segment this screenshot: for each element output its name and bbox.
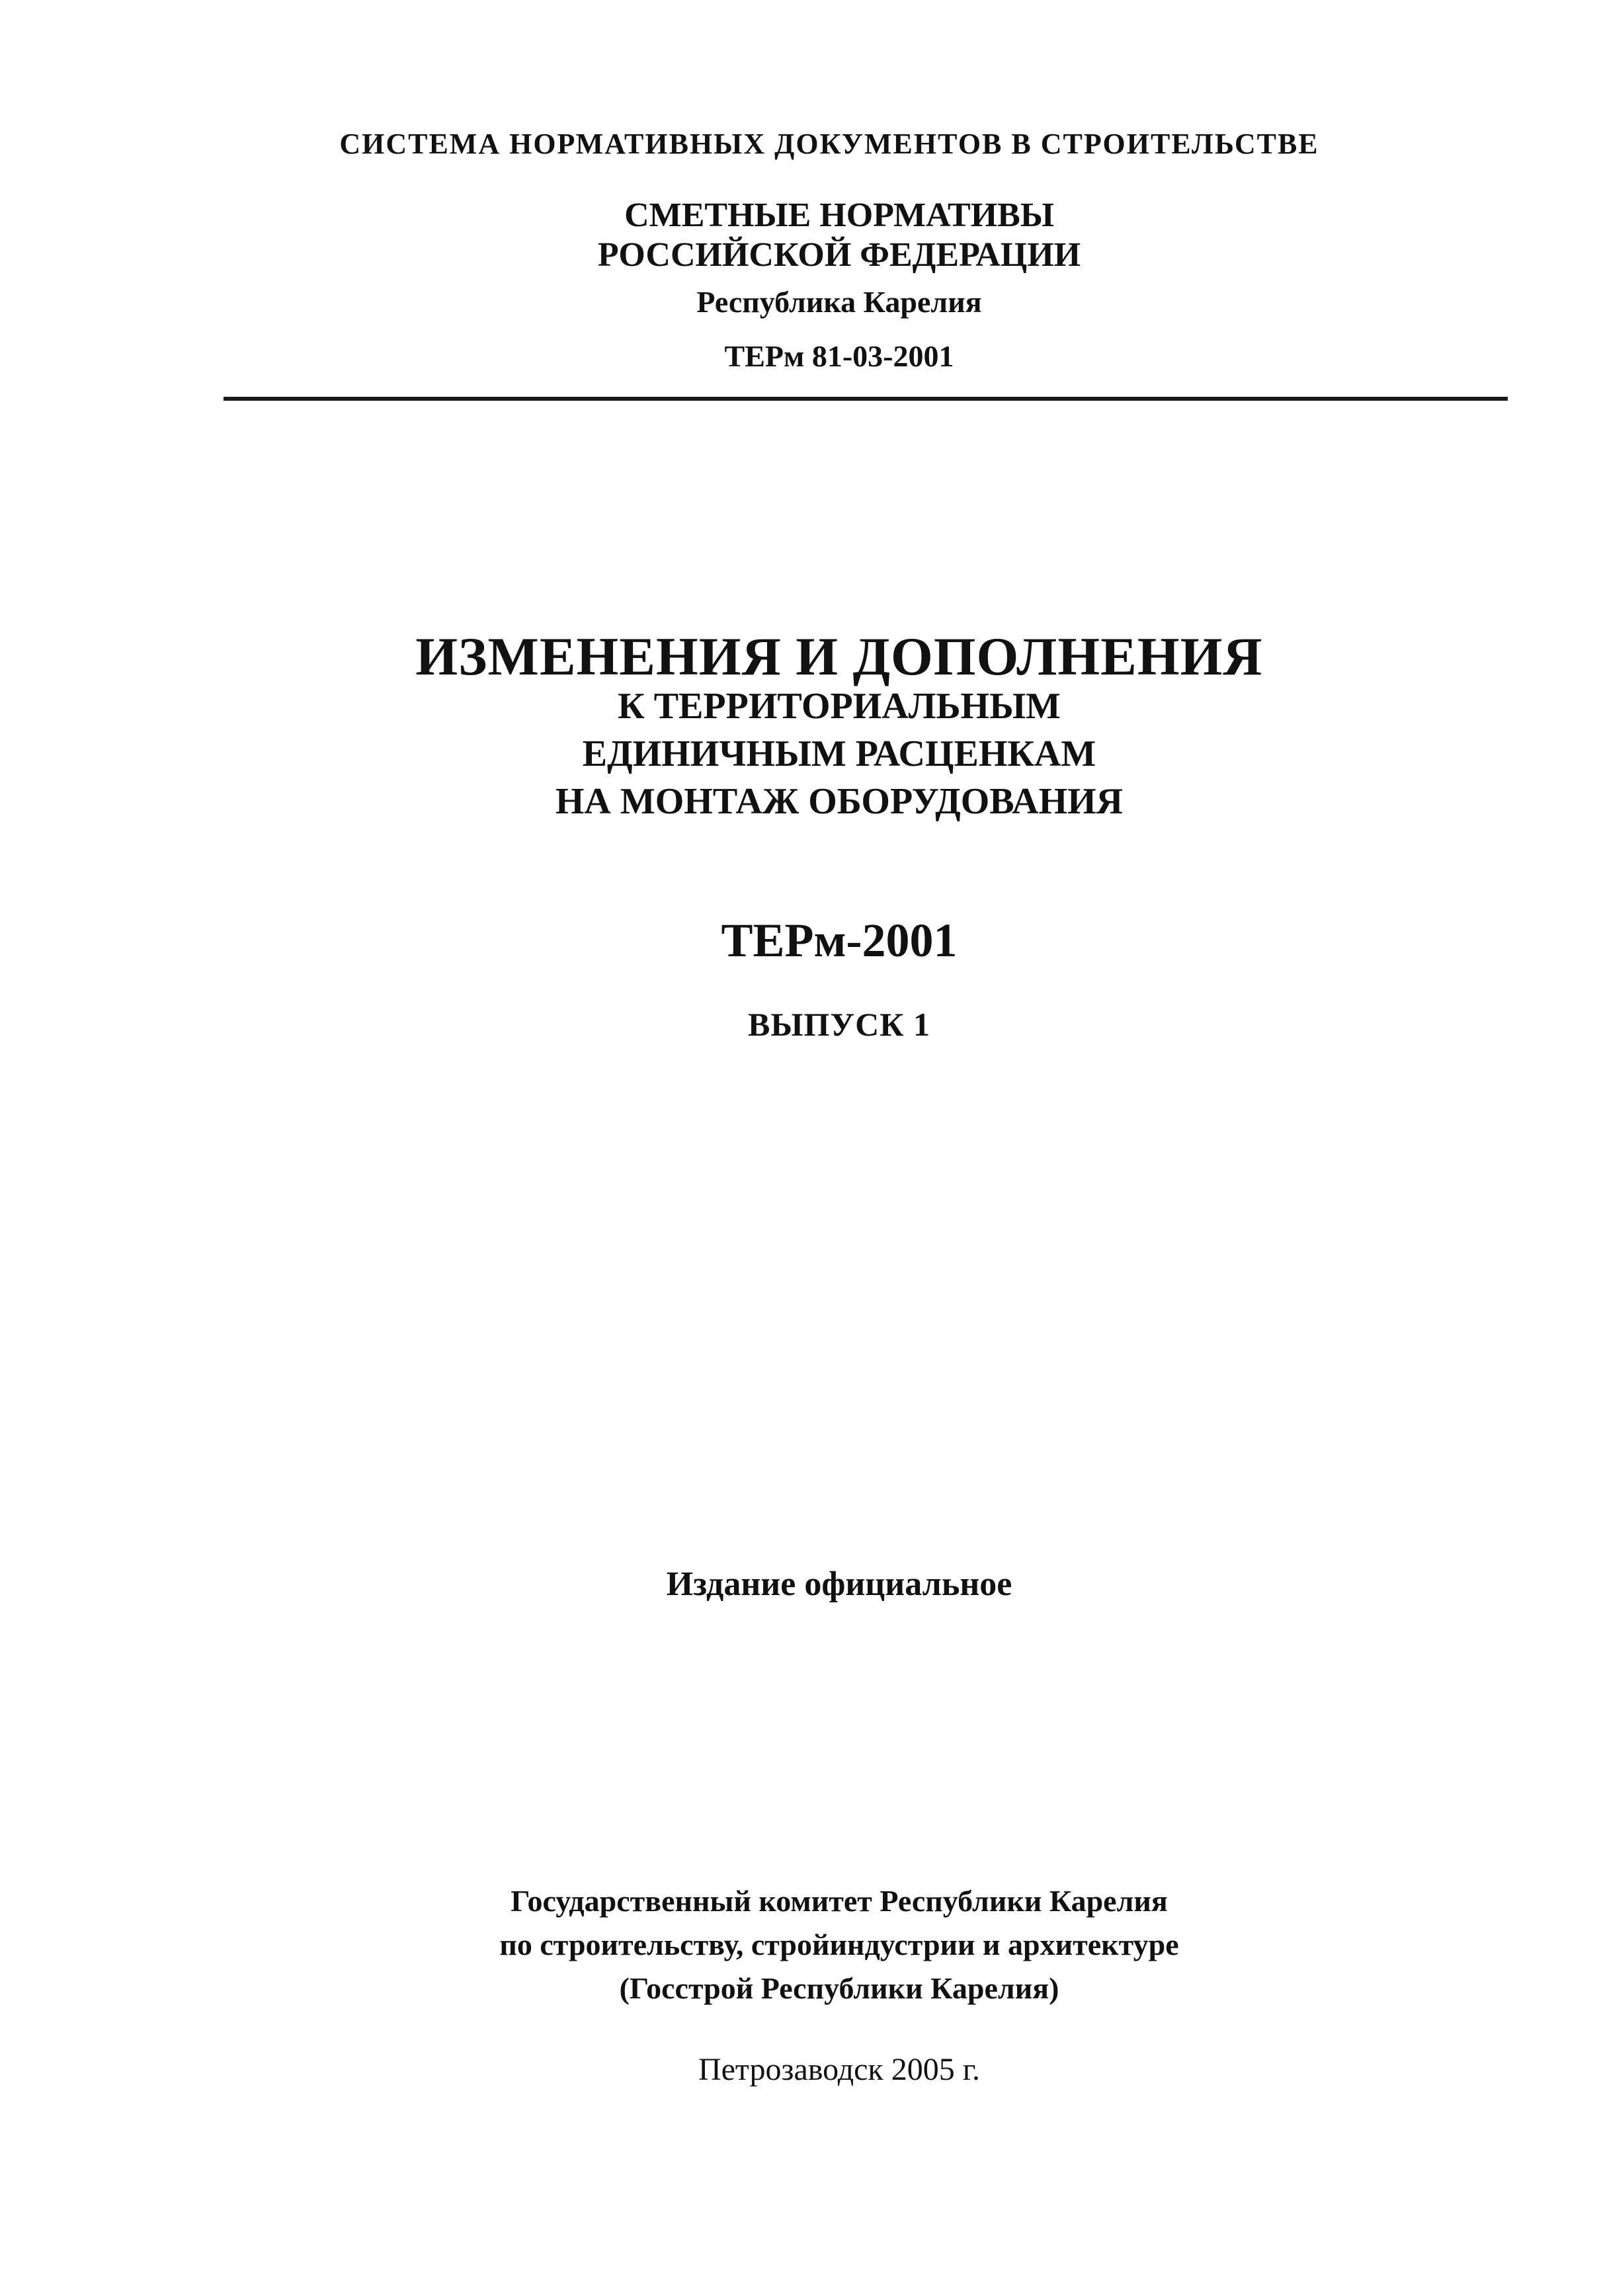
main-title-line-4: НА МОНТАЖ ОБОРУДОВАНИЯ (555, 781, 1124, 822)
main-title-line-1: ИЗМЕНЕНИЯ И ДОПОЛНЕНИЯ (415, 626, 1263, 686)
edition-label: Издание официальное (666, 1565, 1012, 1603)
imprint-place-year: Петрозаводск 2005 г. (698, 2052, 981, 2087)
issue-number: ВЫПУСК 1 (748, 1006, 930, 1043)
region-name: Республика Карелия (696, 285, 982, 319)
main-title-line-2: К ТЕРРИТОРИАЛЬНЫМ (618, 686, 1061, 727)
norms-title-line-2: РОССИЙСКОЙ ФЕДЕРАЦИИ (597, 236, 1081, 274)
issue-code: ТЕРм-2001 (721, 914, 958, 967)
header-divider (224, 397, 1508, 401)
norms-title-line-1: СМЕТНЫЕ НОРМАТИВЫ (624, 196, 1054, 234)
publisher-line-2: по строительству, стройиндустрии и архитектуре (499, 1928, 1179, 1961)
main-title-line-3: ЕДИНИЧНЫМ РАСЦЕНКАМ (582, 733, 1096, 774)
publisher-line-3: (Госстрой Республики Карелия) (619, 1971, 1059, 2005)
document-code: ТЕРм 81-03-2001 (724, 339, 954, 373)
document-series: СИСТЕМА НОРМАТИВНЫХ ДОКУМЕНТОВ В СТРОИТЕЛЬСТВЕ (339, 128, 1319, 160)
publisher-line-1: Государственный комитет Республики Карелия (511, 1884, 1168, 1918)
